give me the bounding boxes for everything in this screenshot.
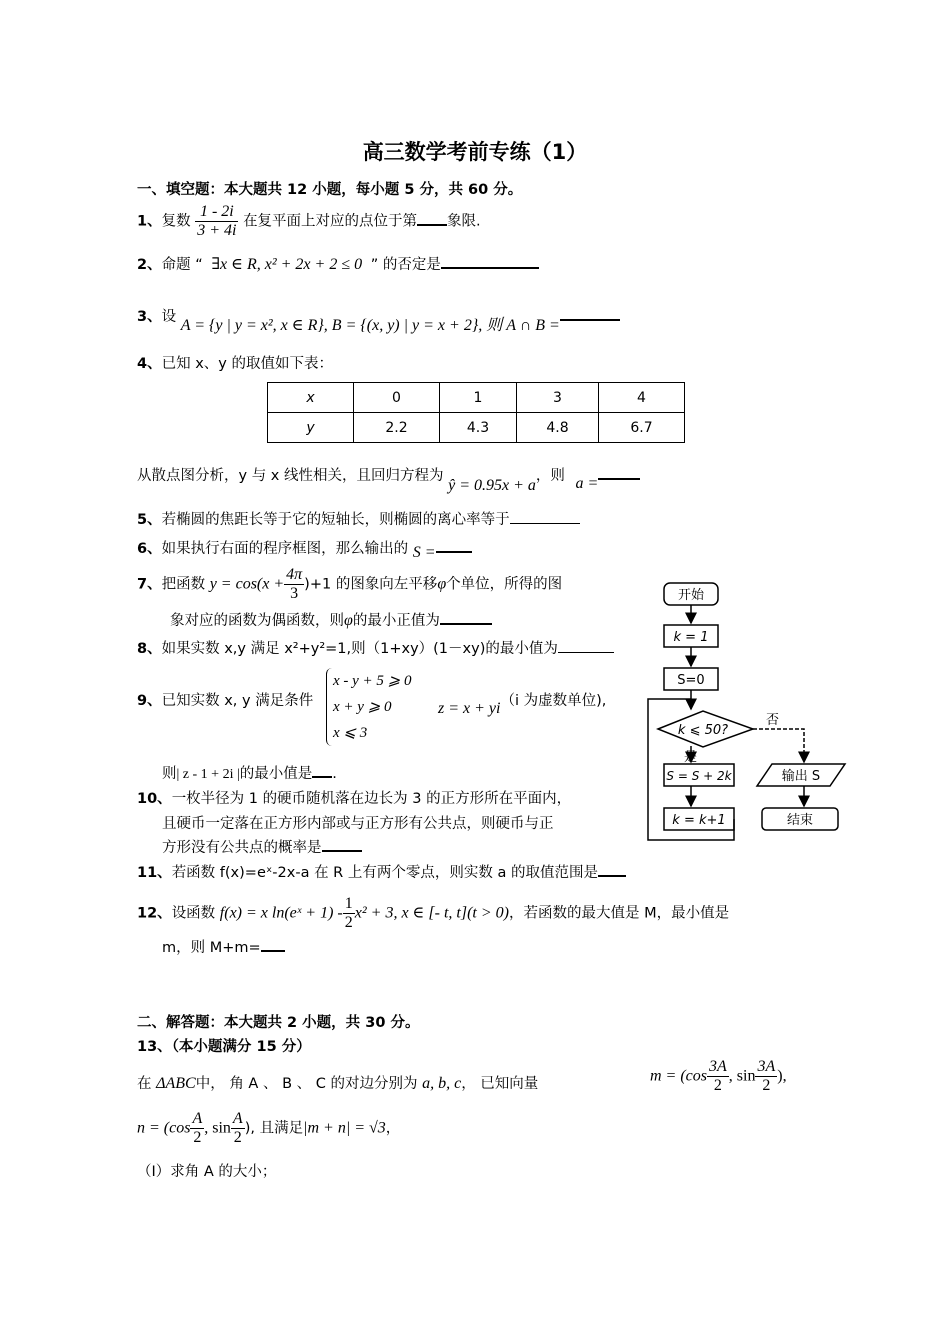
- table-cell: y: [268, 413, 354, 443]
- question-1: [137, 203, 481, 240]
- q1-frac-num: 1 - 2i: [195, 203, 238, 222]
- flow-start-label: 开始: [677, 588, 705, 603]
- q13-f3-den: 2: [193, 1129, 202, 1146]
- q10-number: 10、: [137, 791, 172, 807]
- q1-post: 在复平面上对应的点位于第: [243, 213, 418, 230]
- q8-number: 8、: [137, 641, 162, 657]
- q8-answer-blank[interactable]: [558, 638, 614, 653]
- q4-regression-equation: ŷ = 0.95x + a: [448, 477, 536, 494]
- q13-frac-2: [755, 1058, 777, 1095]
- question-6: [137, 537, 472, 561]
- q8-text: 如果实数 x,y 满足 x²+y²=1,则（1+xy）(1－xy)的最小值为: [161, 641, 558, 657]
- question-9-line-2: [162, 762, 337, 783]
- q1-answer-blank[interactable]: [417, 210, 447, 226]
- q13-m-vec: m = (cos: [650, 1067, 708, 1085]
- flow-yes-label: 是: [684, 750, 698, 765]
- q2-number: 2、: [137, 257, 162, 273]
- question-10: [137, 787, 571, 808]
- q10-answer-blank[interactable]: [322, 836, 362, 852]
- table-cell: 2.2: [354, 413, 440, 443]
- q13-vector-m: [650, 1058, 787, 1095]
- q9-cond-3: x ⩽ 3: [333, 725, 368, 741]
- q7-frac-num: 4π: [286, 566, 303, 583]
- q10-line3-text: 方形没有公共点的概率是: [162, 840, 322, 856]
- q13-close: ),: [777, 1067, 787, 1085]
- q13-number: 13、: [137, 1039, 172, 1055]
- q9-z-definition: [430, 689, 607, 717]
- q11-text: 若函数 f(x)=eˣ-2x-a 在 R 上有两个零点，则实数 a 的取值范围是: [171, 865, 598, 881]
- question-2: [137, 253, 539, 274]
- q9-line2-math: | z - 1 + 2i |: [176, 767, 240, 782]
- q12-frac-den: 2: [344, 914, 353, 931]
- q1-tail: 象限.: [447, 213, 481, 230]
- table-cell: x: [268, 383, 354, 413]
- q6-text: 如果执行右面的程序框图，那么输出的: [161, 541, 409, 557]
- question-9: [137, 689, 313, 710]
- q4-number: 4、: [137, 356, 162, 372]
- q13-abc: a, b, c: [422, 1075, 462, 1092]
- q2-post: ” 的否定是: [370, 257, 441, 273]
- q9-pre: 已知实数 x, y 满足条件: [161, 693, 314, 709]
- q13-frac-1: [707, 1058, 729, 1095]
- q7-fraction: [284, 566, 304, 603]
- q13-f2-num: 3A: [757, 1058, 776, 1075]
- question-13-line-2: [137, 1110, 400, 1147]
- question-7: [137, 566, 562, 603]
- question-13-heading: [137, 1035, 311, 1056]
- q3-answer-blank[interactable]: [560, 305, 620, 321]
- question-8: [137, 637, 614, 658]
- q12-pre: 设函数: [171, 905, 216, 922]
- q13-l1-pre: 在: [137, 1076, 152, 1092]
- question-11: [137, 861, 626, 882]
- q1-fraction: [195, 203, 238, 240]
- q13-sin-2: , sin: [204, 1119, 231, 1137]
- flow-output-label: 输出 S: [781, 769, 821, 784]
- q4-a-equals: a =: [575, 475, 599, 492]
- q7-post: 个单位，所得的图: [446, 576, 563, 593]
- q13-f4-num: A: [232, 1110, 243, 1127]
- q12-post: ，若函数的最大值是 M，最小值是: [508, 905, 730, 922]
- table-cell: 1: [440, 383, 517, 413]
- q5-number: 5、: [137, 512, 162, 528]
- table-cell: 3: [517, 383, 599, 413]
- flow-condition-label: k ⩽ 50?: [677, 723, 729, 738]
- q7-line2-post: 的最小正值为: [352, 613, 440, 629]
- q13-n-vec: n = (cos: [137, 1119, 191, 1137]
- q13-f2-den: 2: [762, 1077, 771, 1094]
- q13-frac-4: [231, 1110, 245, 1147]
- q12-frac-num: 1: [344, 895, 353, 912]
- flow-end-label: 结束: [786, 813, 814, 828]
- q9-cond-2: x + y ⩾ 0: [333, 699, 392, 715]
- question-12: [137, 895, 729, 932]
- q9-constraints: [326, 668, 412, 746]
- q13-condition: |m + n| = √3: [303, 1119, 386, 1137]
- q9-number: 9、: [137, 693, 162, 709]
- page-title: 高三数学考前专练（1）: [362, 140, 588, 164]
- q3-pre: 设: [161, 309, 177, 325]
- q10-line-2: 且硬币一定落在正方形内部或与正方形有公共点，则硬币与正: [162, 816, 554, 832]
- q6-math: S =: [412, 544, 436, 561]
- question-7-line-2: [170, 609, 492, 630]
- q7-math-pre: y = cos(x +: [209, 575, 285, 593]
- flow-no-label: 否: [766, 713, 780, 728]
- q10-line1: 一枚半径为 1 的硬币随机落在边长为 3 的正方形所在平面内，: [171, 791, 572, 807]
- q13-f4-den: 2: [233, 1129, 242, 1146]
- q4-answer-blank[interactable]: [598, 464, 640, 480]
- q12-math-pre: f(x) = x ln(eˣ + 1) -: [219, 904, 343, 922]
- table-row-x: [268, 383, 685, 413]
- q1-pre: 复数: [161, 213, 191, 230]
- q4-after-pre: 从散点图分析，y 与 x 线性相关，且回归方程为: [137, 468, 444, 484]
- q2-pre: 命题 “: [161, 257, 203, 273]
- table-cell: 6.7: [599, 413, 685, 443]
- table-cell: 4.3: [440, 413, 517, 443]
- q13-cond-pre: ), 且满足: [244, 1120, 304, 1137]
- q13-f1-den: 2: [713, 1077, 722, 1094]
- question-4: [137, 352, 333, 373]
- q13-triangle: ΔABC: [156, 1075, 196, 1092]
- program-flowchart: [640, 575, 860, 865]
- q1-frac-den: 3 + 4i: [197, 222, 237, 239]
- q4-text: 已知 x、y 的取值如下表：: [161, 356, 333, 372]
- q10-line-3: [162, 836, 362, 857]
- question-13-line-1: [137, 1072, 538, 1093]
- xy-value-table: [267, 382, 685, 443]
- q9-end: .: [332, 766, 337, 782]
- question-12-line-2: [162, 936, 285, 957]
- q11-answer-blank[interactable]: [598, 861, 626, 877]
- q13-l1-mid: 中， 角 A 、 B 、 C 的对边分别为: [195, 1076, 418, 1092]
- q13-part-1: （Ⅰ）求角 A 的大小；: [137, 1164, 277, 1180]
- flow-update-s-label: S = S + 2k: [666, 769, 732, 783]
- section-2-heading: 二、解答题：本大题共 2 小题，共 30 分。: [137, 1015, 420, 1031]
- q13-l1-post: ， 已知向量: [461, 1076, 539, 1092]
- q7-math-post: )+1 的图象向左平移: [304, 576, 438, 593]
- question-3: [137, 303, 620, 334]
- q7-pre: 把函数: [161, 576, 206, 593]
- flow-k-init-label: k = 1: [673, 630, 709, 645]
- q7-answer-blank[interactable]: [440, 609, 492, 625]
- q12-answer-blank[interactable]: [261, 936, 285, 952]
- q12-line2: m，则 M+m=: [162, 940, 261, 956]
- q13-score: （本小题满分 15 分）: [171, 1039, 311, 1055]
- q7-number: 7、: [137, 576, 162, 593]
- q9-post: （i 为虚数单位),: [500, 693, 607, 709]
- q6-number: 6、: [137, 541, 162, 557]
- q9-cond-1: x - y + 5 ⩾ 0: [333, 673, 412, 689]
- q9-line2-post: 的最小值是: [239, 766, 313, 782]
- q2-answer-blank[interactable]: [441, 253, 539, 269]
- table-cell: 0: [354, 383, 440, 413]
- q13-sin: , sin: [728, 1067, 756, 1085]
- q13-frac-3: [190, 1110, 204, 1147]
- q6-answer-blank[interactable]: [436, 537, 472, 553]
- q9-line2-pre: 则: [162, 766, 177, 782]
- q3-math: A = {y | y = x², x ∈ R}, B = {(x, y) | y = x + 2}, 则 A ∩ B =: [180, 317, 560, 334]
- q3-number: 3、: [137, 309, 162, 325]
- q13-f3-num: A: [192, 1110, 203, 1127]
- q7-frac-den: 3: [290, 585, 299, 602]
- table-cell: 4.8: [517, 413, 599, 443]
- q13-cond-post: ，: [385, 1120, 401, 1137]
- q13-f1-num: 3A: [709, 1058, 727, 1075]
- q7-phi-2: φ: [344, 612, 353, 629]
- flow-update-k-label: k = k+1: [672, 813, 726, 828]
- q12-number: 12、: [137, 905, 172, 922]
- flow-s-init-label: S=0: [677, 673, 705, 688]
- question-4-regression: [137, 464, 640, 494]
- q11-number: 11、: [137, 865, 172, 881]
- table-cell: 4: [599, 383, 685, 413]
- q5-text: 若椭圆的焦距长等于它的短轴长，则椭圆的离心率等于: [161, 512, 510, 528]
- q4-eq-post: ，则: [535, 468, 565, 484]
- q12-math-post: x² + 3, x ∈ [- t, t](t > 0): [354, 904, 509, 922]
- q9-brace: [326, 668, 412, 746]
- q12-fraction: [343, 895, 355, 932]
- table-row-y: [268, 413, 685, 443]
- section-1-heading: 一、填空题：本大题共 12 小题，每小题 5 分，共 60 分。: [137, 182, 523, 198]
- q2-math: ∃x ∈ R, x² + 2x + 2 ≤ 0: [211, 256, 363, 273]
- q9-answer-blank[interactable]: [312, 762, 332, 778]
- q7-phi: φ: [437, 575, 447, 593]
- q7-line2-pre: 象对应的函数为偶函数，则: [170, 613, 344, 629]
- q9-z-eq: z = x + yi: [438, 700, 501, 717]
- q5-answer-blank[interactable]: [510, 509, 580, 524]
- question-5: [137, 508, 580, 529]
- q1-number: 1、: [137, 213, 162, 230]
